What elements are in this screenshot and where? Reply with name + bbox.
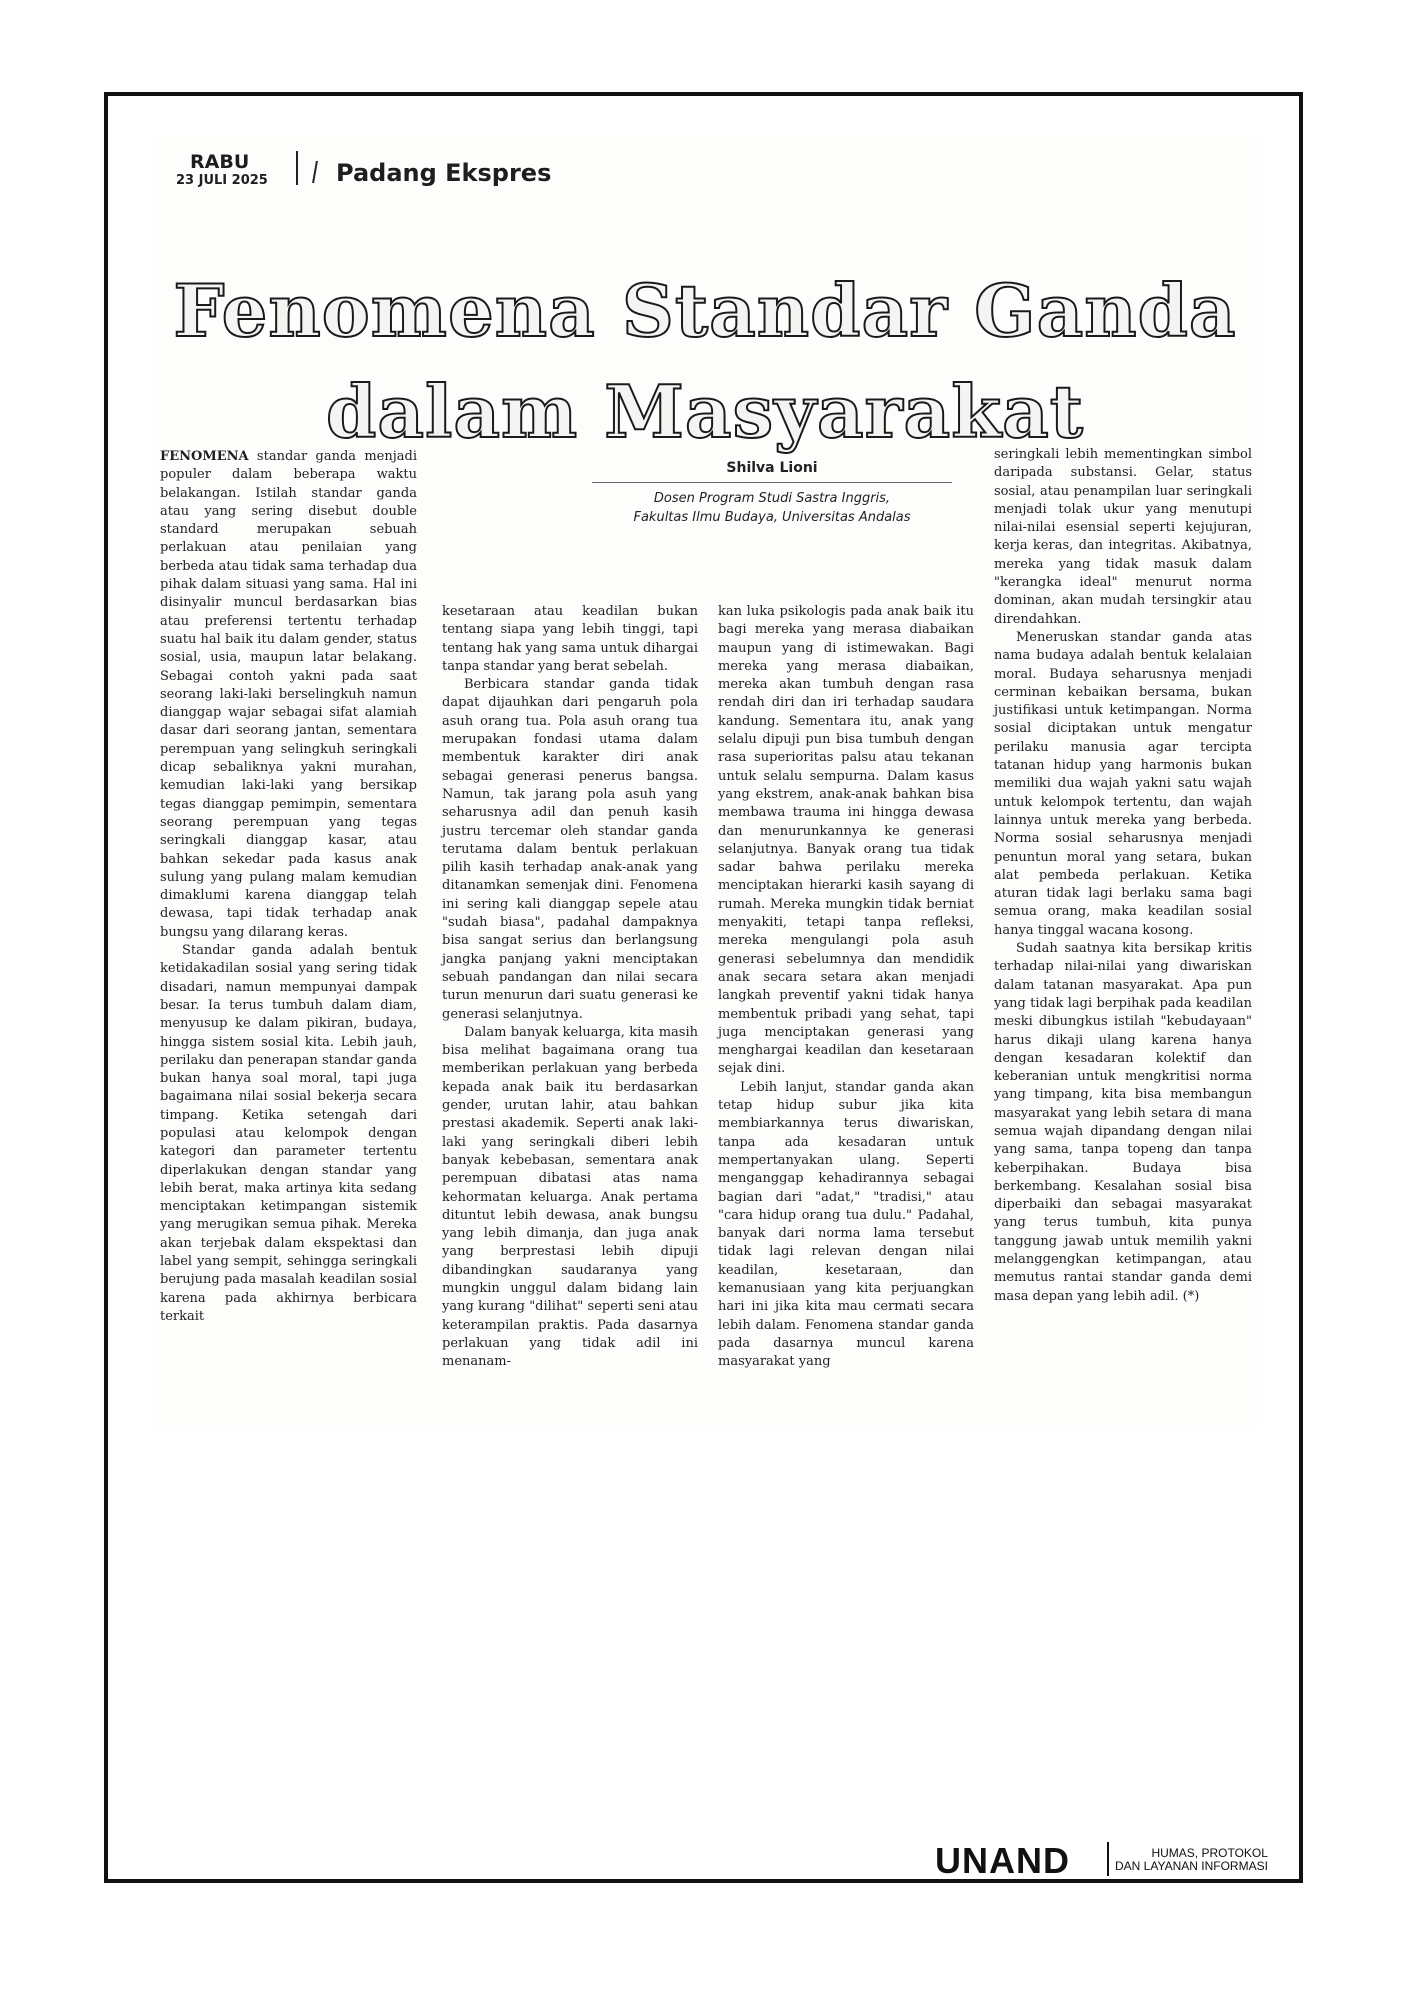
article-column-3	[718, 603, 974, 1371]
headline-line-2: dalam Masyarakat	[325, 369, 1084, 454]
newspaper-clipping	[152, 135, 1258, 1430]
lead-word: FENOMENA	[160, 449, 249, 464]
author-affiliation-2: Fakultas Ilmu Budaya, Universitas Andalas	[633, 510, 911, 525]
masthead-date: 23 JULI 2025	[176, 173, 268, 188]
unit-name	[1115, 1847, 1268, 1873]
author-affiliation-1: Dosen Program Studi Sastra Inggris,	[653, 491, 891, 506]
paragraph-text: standar ganda menjadi populer dalam beberapa waktu belakangan. Istilah standar ganda atau yang sering disebut double standard merupakan sebuah perlakuan atau penilaian yang berbeda atau tidak sama terhadap dua pihak dalam situasi yang sama. Hal ini disinyalir muncul berdasarkan bias atau preferensi tertentu terhadap suatu hal baik itu dalam gender, status sosial, usia, maupun latar belakang. Sebagai contoh yakni pada saat seorang laki-laki berselingkuh namun dianggap wajar sebagai sifat alamiah dasar dari seorang jantan, sementara perempuan yang selingkuh seringkali dicap sebaliknya yakni murahan, kemudian laki-laki yang bersikap tegas dianggap pemimpin, sementara seorang perempuan yang tegas seringkali dianggap kasar, atau bahkan sekedar pada kasus anak sulung yang pulang malam kemudian dimaklumi karena dianggap telah dewasa, tapi tidak terhadap anak bungsu yang dilarang keras.	[160, 449, 417, 940]
paragraph: Sudah saatnya kita bersikap kritis terhadap nilai-nilai yang diwariskan dalam tatanan masyarakat. Apa pun yang tidak lagi berpihak pada keadilan meski dibungkus istilah "kebudayaan" harus dikaji ulang karena hanya dengan kesadaran kolektif dan keberanian untuk mengkritisi norma yang timpang, kita bisa membangun masyarakat yang lebih setara di mana semua wajah dipandang dengan nilai yang sama, tanpa topeng dan tanpa keberpihakan. Budaya bisa berkembang. Kesalahan sosial bisa diperbaiki dan sebagai masyarakat yang terus tumbuh, kita punya tanggung jawab untuk memilih yakni melanggengkan ketimpangan, atau memutus rantai standar ganda demi masa depan yang lebih adil. (*)	[994, 941, 1252, 1304]
headline-line-1: Fenomena Standar Ganda	[173, 268, 1237, 353]
paragraph: Berbicara standar ganda tidak dapat dijauhkan dari pengaruh pola asuh orang tua. Pola asuh orang tua merupakan fondasi utama dalam membentuk karakter diri anak sebagai generasi penerus bangsa. Namun, tak jarang pola asuh yang seharusnya adil dan penuh kasih justru tercemar oleh standar ganda terutama dalam bentuk perlakuan pilih kasih terhadap anak-anak yang ditanamkan semenjak dini. Fenomena ini sering kali dianggap sepele atau "sudah biasa", padahal dampaknya bisa sangat serius dan berlangsung jangka panjang yakni menciptakan sebuah pandangan dan nilai secara turun menurun dari suatu generasi ke generasi selanjutnya.	[442, 677, 698, 1022]
paragraph	[160, 448, 417, 942]
article-column-1	[160, 448, 417, 1326]
logo-divider	[1107, 1842, 1109, 1876]
unit-name-line-1: HUMAS, PROTOKOL	[1151, 1846, 1268, 1860]
paragraph: Standar ganda adalah bentuk ketidakadilan sosial yang sering tidak disadari, namun mempunyai dampak besar. Ia terus tumbuh dalam diam, menyusup ke dalam pikiran, budaya, hingga sistem sosial kita. Lebih jauh, perilaku dan penerapan standar ganda bukan hanya soal moral, tapi juga bagaimana nilai sosial bekerja secara timpang. Ketika setengah dari populasi atau kelompok dengan kategori dan parameter tertentu diperlakukan dengan standar yang lebih berat, maka artinya kita sedang menciptakan ketimpangan sistemik yang merugikan semua pihak. Mereka akan terjebak dalam ekspektasi dan label yang sempit, sehingga seringkali berujung pada masalah keadilan sosial karena pada akhirnya berbicara terkait	[160, 943, 417, 1324]
masthead-divider	[296, 151, 298, 185]
author-name: Shilva Lioni	[726, 460, 818, 476]
byline-rule	[592, 482, 952, 483]
paragraph: seringkali lebih mementingkan simbol daripada substansi. Gelar, status sosial, atau penampilan luar seringkali menjadi tolak ukur yang menutupi nilai-nilai esensial seperti kejujuran, kerja keras, dan integritas. Akibatnya, mereka yang tidak masuk dalam "kerangka ideal" menurut norma dominan, akan mudah tersingkir atau direndahkan.	[994, 447, 1252, 627]
logo-wordmark: UNAND	[935, 1840, 1070, 1881]
paragraph: Lebih lanjut, standar ganda akan tetap hidup subur jika kita membiarkannya terus diwariskan, tanpa ada kesadaran untuk mempertanyakan ulang. Seperti menganggap kehadirannya sebagai bagian dari "adat," "tradisi," atau "cara hidup orang tua dulu." Padahal, banyak dari norma lama tersebut tidak lagi relevan dengan nilai keadilan, kesetaraan, dan kemanusiaan yang kita perjuangkan hari ini jika kita mau cermati secara lebih dalam. Fenomena standar ganda pada dasarnya muncul karena masyarakat yang	[718, 1079, 974, 1370]
paragraph: kesetaraan atau keadilan bukan tentang siapa yang lebih tinggi, tapi tentang hak yang sama untuk dihargai tanpa standar yang berat sebelah.	[442, 604, 698, 674]
masthead-day: RABU	[190, 151, 250, 173]
paragraph: kan luka psikologis pada anak baik itu bagi mereka yang merasa diabaikan maupun yang di istimewakan. Bagi mereka yang merasa diabaikan, mereka akan tumbuh dengan rasa rendah diri dan iri terhadap saudara kandung. Sementara itu, anak yang selalu dipuji pun bisa tumbuh dengan rasa superioritas palsu atau tekanan untuk selalu sempurna. Dalam kasus yang ekstrem, anak-anak bahkan bisa membawa trauma ini hingga dewasa dan menurunkannya ke generasi selanjutnya. Banyak orang tua tidak sadar bahwa perilaku mereka menciptakan hierarki kasih sayang di rumah. Mereka mungkin tidak berniat menyakiti, tetapi tanpa refleksi, mereka mengulangi pola asuh generasi sebelumnya dan mendidik anak secara setara akan menjadi langkah preventif yakni tidak hanya membentuk pribadi yang sehat, tapi juga menciptakan generasi yang menghargai keadilan dan kesetaraan sejak dini.	[718, 604, 974, 1077]
unit-name-line-2: DAN LAYANAN INFORMASI	[1115, 1859, 1268, 1873]
paragraph: Dalam banyak keluarga, kita masih bisa melihat bagaimana orang tua memberikan perlakuan yang berbeda kepada anak baik itu berdasarkan gender, urutan lahir, atau bahkan prestasi akademik. Seperti anak laki-laki yang seringkali diberi lebih banyak kebebasan, sementara anak perempuan dibatasi atas nama kehormatan keluarga. Anak pertama dituntut lebih dewasa, anak bungsu yang lebih dimanja, dan juga anak yang berprestasi lebih dipuji dibandingkan saudaranya yang mungkin unggul dalam bidang lain yang kurang "dilihat" seperti seni atau keterampilan praktis. Pada dasarnya perlakuan yang tidak adil ini menanam-	[442, 1024, 698, 1370]
masthead-divider-slash	[312, 161, 318, 183]
newspaper-name: Padang Ekspres	[336, 159, 552, 187]
article-column-2	[442, 603, 698, 1371]
article-column-4	[994, 446, 1252, 1306]
byline	[592, 460, 952, 527]
paragraph: Meneruskan standar ganda atas nama budaya adalah bentuk kelalaian moral. Budaya seharusnya menjadi cerminan kebaikan bersama, bukan justifikasi untuk ketimpangan. Norma sosial diciptakan untuk mengatur perilaku manusia agar tercipta tatanan hidup yang harmonis bukan memiliki dua wajah yakni satu wajah untuk kelompok tertentu, dan wajah lainnya untuk mereka yang berbeda. Norma sosial seharusnya menjadi penuntun moral yang setara, bukan alat pembeda perlakuan. Ketika aturan tidak lagi berlaku sama bagi semua orang, maka keadilan sosial hanya tinggal wacana kosong.	[994, 629, 1252, 938]
